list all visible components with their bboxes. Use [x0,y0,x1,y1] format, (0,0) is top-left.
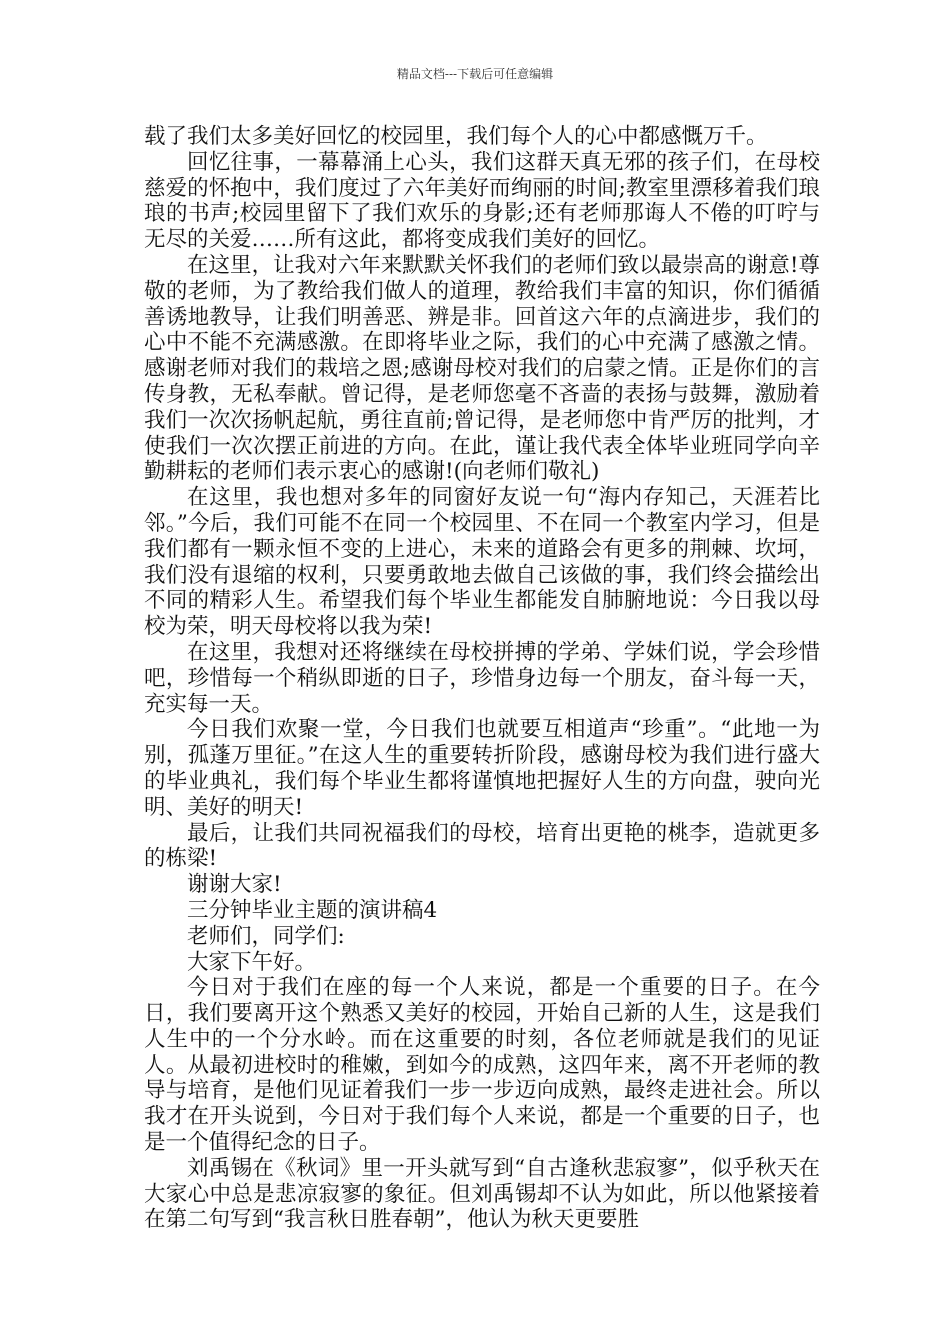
paragraph: 在这里，我也想对多年的同窗好友说一句“海内存知己，天涯若比邻。”今后，我们可能不在同一个校园里、不在同一个教室内学习，但是我们都有一颗永恒不变的上进心，未来的道路会有更多的荆棘、坎坷，我们没有退缩的权利，只要勇敢地去做自己该做的事，我们终会描绘出不同的精彩人生。希望我们每个毕业生都能发自肺腑地说：今日我以母校为荣，明天母校将以我为荣! [144,485,820,640]
closing-line: 谢谢大家! [187,872,282,898]
paragraph: 最后，让我们共同祝福我们的母校，培育出更艳的桃李，造就更多的栋梁! [144,820,820,872]
paragraph: 载了我们太多美好回忆的校园里，我们每个人的心中都感慨万千。 [144,124,768,149]
paragraph: 今日对于我们在座的每一个人来说，都是一个重要的日子。在今日，我们要离开这个熟悉又美好的校园，开始自己新的人生，这是我们人生中的一个分水岭。而在这重要的时刻，各位老师就是我们的见证人。从最初进校时的稚嫩，到如今的成熟，这四年来，离不开老师的教导与培育，是他们见证着我们一步一步迈向成熟，最终走进社会。所以我才在开头说到，今日对于我们每个人来说，都是一个重要的日子，也是一个值得纪念的日子。 [144,975,820,1156]
paragraph: 在这里，我想对还将继续在母校拼搏的学弟、学妹们说，学会珍惜吧，珍惜每一个稍纵即逝的日子，珍惜身边每一个朋友，奋斗每一天，充实每一天。 [144,639,820,717]
page-header: 精品文档---下载后可任意编辑 [396,67,554,81]
section-title: 三分钟毕业主题的演讲稿4 [187,897,438,923]
paragraph: 在这里，让我对六年来默默关怀我们的老师们致以最崇高的谢意!尊敬的老师，为了教给我们做人的道理，教给我们丰富的知识，你们循循善诱地教导，让我们明善恶、辨是非。回首这六年的点滴进步，我们的心中不能不充满感激。在即将毕业之际，我们的心中充满了感激之情。感谢老师对我们的栽培之恩;感谢母校对我们的启蒙之情。正是你们的言传身教，无私奉献。曾记得，是老师您毫不吝啬的表扬与鼓舞，激励着我们一次次扬帆起航，勇往直前;曾记得，是老师您中肯严厉的批判，才使我们一次次摆正前进的方向。在此，谨让我代表全体毕业班同学向辛勤耕耘的老师们表示衷心的感谢!(向老师们敬礼) [144,252,820,485]
paragraph: 回忆往事，一幕幕涌上心头，我们这群天真无邪的孩子们，在母校慈爱的怀抱中，我们度过了六年美好而绚丽的时间;教室里漂移着我们琅琅的书声;校园里留下了我们欢乐的身影;还有老师那诲人不倦的叮咛与无尽的关爱……所有这此，都将变成我们美好的回忆。 [144,149,820,253]
paragraph: 刘禹锡在《秋词》里一开头就写到“自古逢秋悲寂寥”，似乎秋天在大家心中总是悲凉寂寥的象征。但刘禹锡却不认为如此，所以他紧接着在第二句写到“我言秋日胜春朝”，他认为秋天更要胜 [144,1155,820,1233]
greeting: 大家下午好。 [187,949,317,975]
document-body [144,124,820,1233]
salutation: 老师们，同学们: [187,923,345,949]
paragraph: 今日我们欢聚一堂，今日我们也就要互相道声“珍重”。“此地一为别，孤蓬万里征。”在这人生的重要转折阶段，感谢母校为我们进行盛大的毕业典礼，我们每个毕业生都将谨慎地把握好人生的方向盘，驶向光明、美好的明天! [144,717,820,820]
